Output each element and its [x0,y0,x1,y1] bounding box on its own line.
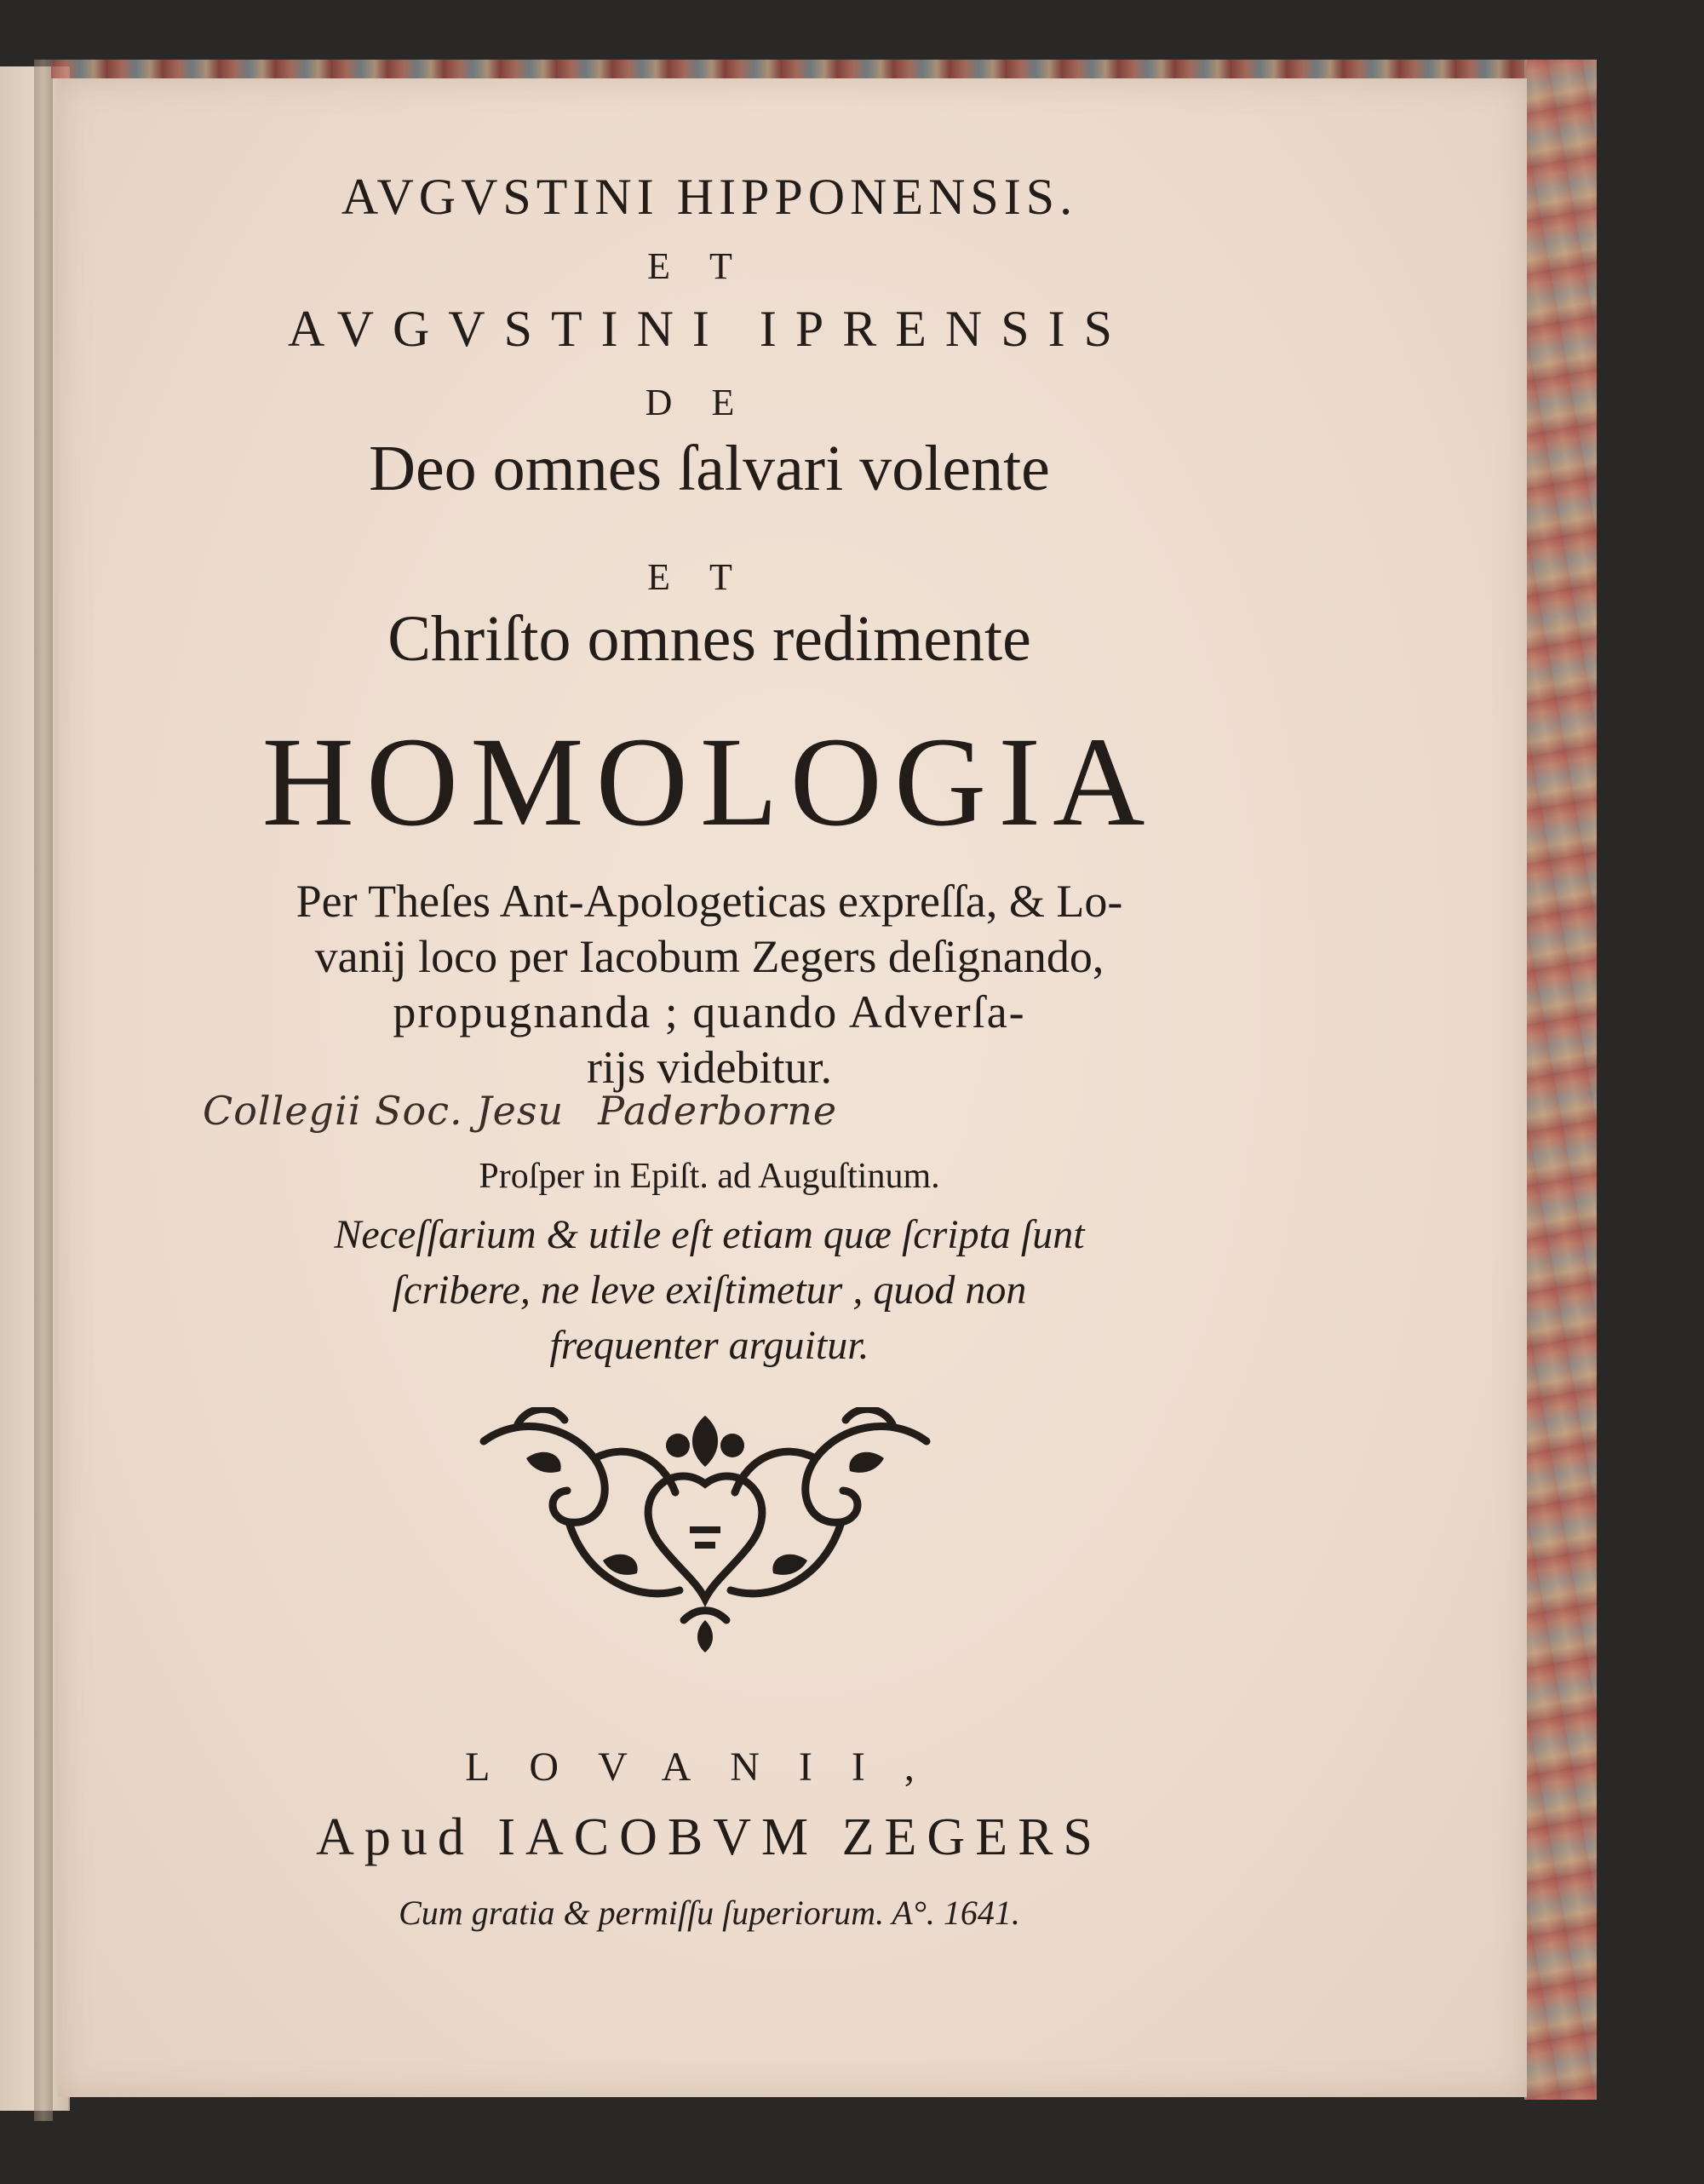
title-line-2: ET [647,245,772,287]
handwritten-ownership-inscription [203,1088,837,1134]
quote-line-1: Neceſſarium & utile eſt etiam quæ ſcripta ſunt [334,1212,1085,1257]
description-line-4: rijs videbitur. [587,1042,832,1093]
description-line-1: Per Theſes Ant-Apologeticas expreſſa, & Lo- [295,876,1123,927]
inscription-text-2: Paderborne [598,1088,838,1134]
title-line-5: Deo omnes ſalvari volente [369,433,1050,504]
marbled-top-edge [51,60,1594,78]
title-line-7: Chriſto omnes redimente [387,603,1031,675]
main-title: HOMOLOGIA [261,711,1157,853]
imprint-publisher: Apud IACOBVM ZEGERS [316,1808,1103,1866]
description-line-3: propugnanda ; quando Adverſa- [393,986,1026,1037]
description-line-2: vanij loco per Iacobum Zegers deſignando, [314,931,1104,982]
floral-printers-ornament-icon [467,1407,944,1654]
title-line-1: AVGVSTINI HIPPONENSIS. [341,169,1078,225]
title-page [58,78,1527,2097]
quote-line-3: frequenter arguitur. [549,1323,869,1368]
marbled-fore-edge [1524,60,1597,2100]
quote-line-2: ſcribere, ne leve exiſtimetur , quod non [392,1267,1027,1313]
title-line-3: AVGVSTINI IPRENSIS [288,301,1131,357]
imprint-city: LOVANII, [465,1744,954,1790]
title-line-4: DE [645,382,774,423]
inscription-text-1: Collegii Soc. Jesu [203,1088,565,1134]
title-line-6: ET [647,556,772,598]
binding-gutter [34,60,53,2121]
quote-source: Proſper in Epiſt. ad Auguſtinum. [479,1157,940,1196]
imprint-privilege-date: Cum gratia & permiſſu ſuperiorum. A°. 1641. [399,1894,1020,1932]
